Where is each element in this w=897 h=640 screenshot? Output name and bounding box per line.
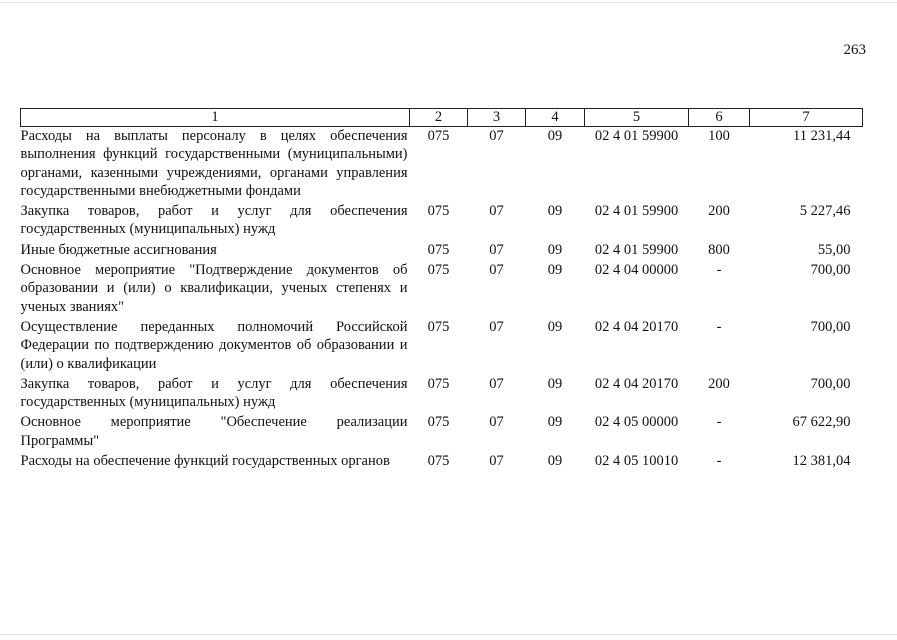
subsection-code: 09 [547,453,563,470]
scan-edge-top [0,2,897,3]
table-row [21,375,863,414]
ministry-code: 075 [427,241,450,258]
header-col-5: 5 [585,109,689,127]
ministry-code: 075 [427,318,450,335]
budget-table [20,108,863,472]
expense-name: Иные бюджетные ассигнования [20,241,217,258]
table-row [21,413,863,452]
header-col-7: 7 [750,109,863,127]
header-col-4: 4 [526,109,585,127]
target-article-code: 02 4 01 59900 [594,241,679,258]
target-article-code: 02 4 04 20170 [594,318,679,335]
subsection-code: 09 [547,262,563,279]
target-article-code: 02 4 04 20170 [594,375,679,392]
section-code: 07 [489,203,504,220]
ministry-code: 075 [427,375,450,392]
amount: 12 381,04 [792,453,851,470]
ministry-code: 075 [427,128,450,144]
expense-name: Основное мероприятие "Подтверждение документов об образовании и (или) о квалификации, ученых степенях и ученых званиях" [20,262,408,315]
expense-name: Закупка товаров, работ и услуг для обеспечения государственных (муниципальных) нужд [20,203,408,238]
section-code: 07 [489,262,504,279]
subsection-code: 09 [547,241,563,258]
amount: 700,00 [810,318,851,335]
section-code: 07 [489,414,504,431]
table-header-row [21,109,863,127]
expense-type-code: - [716,414,722,431]
expense-name: Осуществление переданных полномочий Российской Федерации по подтверждению документов об образовании и (или) о квалификации [20,318,408,372]
target-article-code: 02 4 04 00000 [594,262,679,279]
expense-type-code: 100 [708,128,730,144]
expense-type-code: - [716,262,722,279]
table-row [21,202,863,241]
expense-name: Закупка товаров, работ и услуг для обеспечения государственных (муниципальных) нужд [20,375,408,411]
section-code: 07 [489,241,504,258]
header-col-6: 6 [689,109,750,127]
section-code: 07 [489,128,504,144]
scan-edge-bottom [0,634,897,635]
page-number: 263 [843,42,866,58]
target-article-code: 02 4 05 10010 [594,453,679,470]
ministry-code: 075 [427,453,450,470]
target-article-code: 02 4 01 59900 [594,203,679,220]
table-row [21,127,863,203]
target-article-code: 02 4 01 59900 [594,128,679,144]
table-row [21,261,863,318]
table-row [21,241,863,261]
header-col-3: 3 [468,109,526,127]
ministry-code: 075 [427,414,450,431]
header-col-1: 1 [21,109,410,127]
expense-type-code: 200 [708,203,730,220]
table-row [21,452,863,472]
subsection-code: 09 [547,414,563,431]
expense-type-code: 200 [708,375,730,392]
subsection-code: 09 [547,375,563,392]
ministry-code: 075 [427,262,450,279]
expense-type-code: - [716,453,722,470]
ministry-code: 075 [427,203,450,220]
expense-type-code: 800 [708,241,730,258]
section-code: 07 [489,318,504,335]
table-row [21,318,863,375]
expense-name: Расходы на выплаты персоналу в целях обеспечения выполнения функций государственными (муниципальными) органами, казенными учреждениями, органами управления государственными внебюджетными фондами [20,128,408,199]
expense-name: Расходы на обеспечение функций государственных органов [20,453,390,470]
subsection-code: 09 [547,203,563,220]
amount: 700,00 [810,375,851,392]
section-code: 07 [489,453,504,470]
amount: 55,00 [817,241,851,258]
header-col-2: 2 [410,109,468,127]
expense-type-code: - [716,318,722,335]
amount: 5 227,46 [799,203,851,220]
subsection-code: 09 [547,318,563,335]
section-code: 07 [489,375,504,392]
amount: 67 622,90 [792,414,851,431]
amount: 700,00 [810,262,851,279]
subsection-code: 09 [547,128,563,144]
amount: 11 231,44 [793,128,851,144]
expense-name: Основное мероприятие "Обеспечение реализации Программы" [20,414,408,449]
target-article-code: 02 4 05 00000 [594,414,679,431]
